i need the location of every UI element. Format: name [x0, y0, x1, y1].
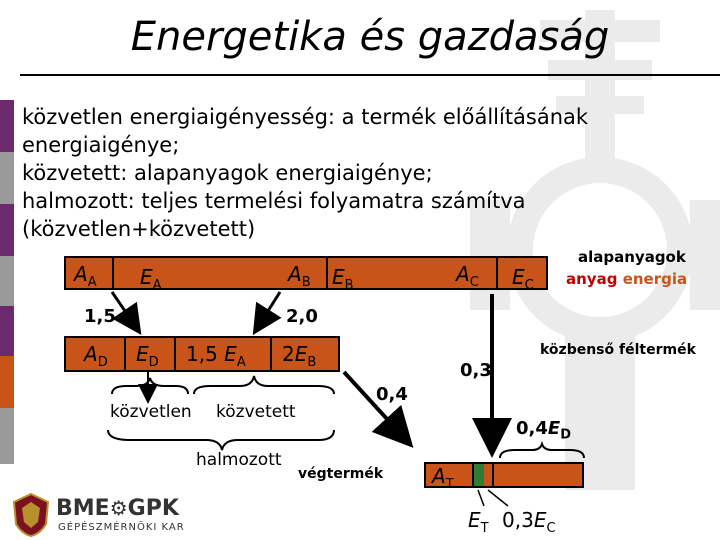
- legend-title: alapanyagok: [578, 248, 686, 266]
- body-line-5: (közvetlen+közvetett): [22, 217, 256, 241]
- university-seal-icon: [10, 492, 52, 538]
- label-aa: $A_A$: [74, 262, 97, 290]
- factor-0-3: 0,3: [460, 360, 492, 381]
- logo-text-main: BME⚙GPK: [56, 496, 179, 521]
- label-vegtermek: végtermék: [298, 466, 384, 482]
- label-et: $E_T$: [468, 508, 489, 536]
- label-at: $A_T$: [432, 464, 454, 492]
- brace-halmozott: [108, 430, 334, 450]
- brace-kozvetlen: [112, 378, 188, 394]
- legend-energia: energia: [622, 270, 688, 288]
- label-0-3-ec: $0,3E_C$: [502, 508, 556, 536]
- slide-title: Energetika és gazdaság: [130, 14, 610, 60]
- label-ec: $E_C$: [512, 265, 534, 293]
- legend-anyag: anyag: [566, 270, 618, 288]
- label-1-5-ea: 1,5 $E_A$: [186, 342, 246, 370]
- label-halmozott: halmozott: [196, 450, 282, 470]
- label-ad: $A_D$: [84, 342, 108, 370]
- label-ed: $E_D$: [136, 342, 159, 370]
- logo-subtitle: GÉPÉSZMÉRNÖKI KAR: [58, 522, 185, 533]
- label-kozvetett: közvetett: [216, 402, 296, 422]
- arrow-a-to-d: [112, 292, 138, 330]
- label-ea: $E_A$: [140, 265, 162, 293]
- body-line-2: energiaigénye;: [22, 133, 180, 157]
- label-eb: $E_B$: [332, 265, 354, 293]
- body-line-4: halmozott: teljes termelési folyamatra számítva: [22, 189, 526, 213]
- brace-ed: [500, 444, 584, 458]
- label-ab: $A_B$: [288, 262, 311, 290]
- label-2-eb: $2E_B$: [282, 342, 317, 370]
- arrow-b-to-d: [256, 292, 280, 330]
- factor-1-5: 1,5: [84, 306, 116, 327]
- brace-kozvetett: [194, 376, 334, 394]
- label-kozbenso-feltermek: közbenső féltermék: [540, 342, 696, 358]
- body-line-3: közvetett: alapanyagok energiaigénye;: [22, 161, 433, 185]
- factor-0-4: 0,4: [376, 384, 408, 405]
- gear-icon: ⚙: [109, 496, 128, 520]
- pointer-et: [478, 490, 484, 506]
- label-ac: $A_C$: [456, 262, 479, 290]
- pointer-ec: [488, 490, 508, 506]
- body-line-1: közvetlen energiaigényesség: a termék előállításának: [22, 105, 589, 129]
- label-kozvetlen: közvetlen: [110, 402, 192, 422]
- label-0-4-ed: $0,4E_D$: [516, 418, 571, 443]
- factor-2-0: 2,0: [286, 306, 318, 327]
- arrow-d-to-final: [344, 372, 408, 442]
